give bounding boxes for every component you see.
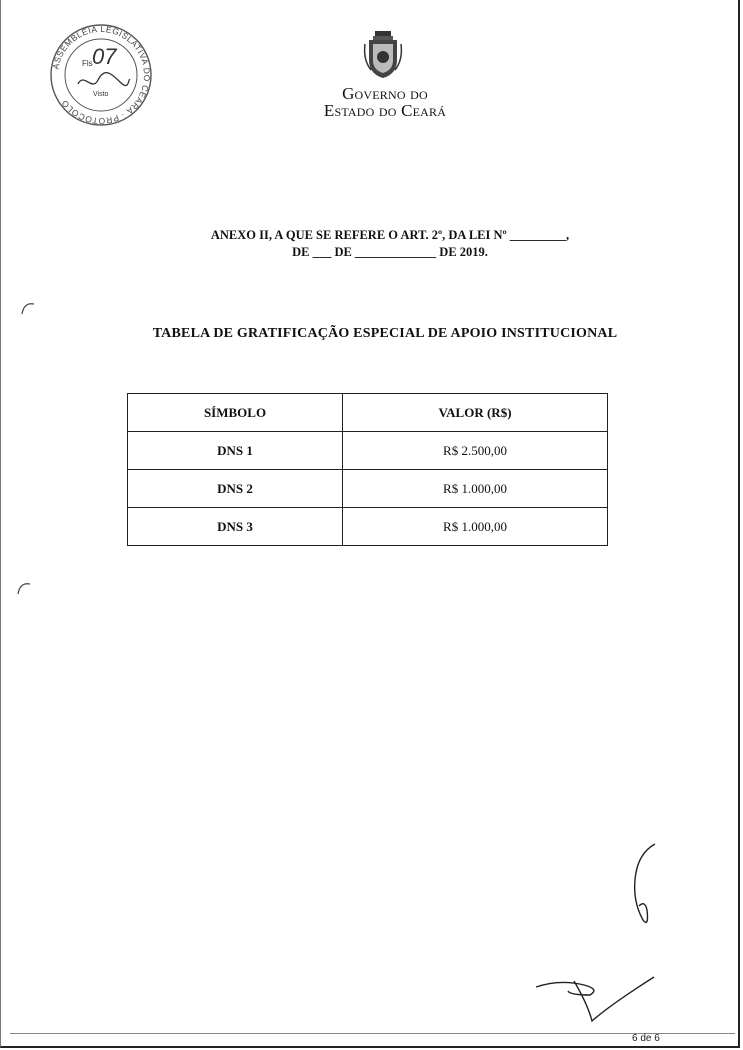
cell-value: R$ 1.000,00 [343, 508, 608, 546]
cell-symbol: DNS 1 [128, 432, 343, 470]
cell-symbol: DNS 3 [128, 508, 343, 546]
cell-value: R$ 1.000,00 [343, 470, 608, 508]
table-row [128, 432, 608, 470]
signature [530, 965, 660, 1030]
header-state: Estado do Ceará [323, 101, 447, 120]
stamp-fl-label: Fls [82, 59, 93, 68]
stamp-page-number: 07 [92, 44, 117, 69]
column-header-value: VALOR (R$) [343, 394, 608, 432]
footer-rule [10, 1033, 735, 1034]
punch-mark-icon [14, 580, 34, 600]
stamp-visto-label: Visto [93, 91, 109, 98]
table-header-row [128, 394, 608, 432]
cell-value: R$ 2.500,00 [343, 432, 608, 470]
header-government: Governo do [342, 84, 428, 103]
table-row [128, 508, 608, 546]
stamp-ring-text: ASSEMBLÉIA LEGISLATIVA DO CEARÁ · PROTOCOLO [50, 23, 153, 127]
table-row [128, 470, 608, 508]
gratification-table [127, 393, 608, 546]
table-title: TABELA DE GRATIFICAÇÃO ESPECIAL DE APOIO INSTITUCIONAL [152, 326, 618, 341]
protocol-stamp [48, 22, 154, 128]
page-number: 6 de 6 [632, 1033, 660, 1044]
cell-symbol: DNS 2 [128, 470, 343, 508]
annex-heading-line1: ANEXO II, A QUE SE REFERE O ART. 2º, DA LEI Nº _________, [210, 228, 570, 242]
column-header-symbol: SÍMBOLO [128, 394, 343, 432]
coat-of-arms-icon [363, 30, 403, 80]
annex-heading-line2: DE ___ DE _____________ DE 2019. [292, 245, 488, 259]
punch-mark-icon [18, 300, 38, 320]
initial-mark-signature [625, 840, 665, 930]
